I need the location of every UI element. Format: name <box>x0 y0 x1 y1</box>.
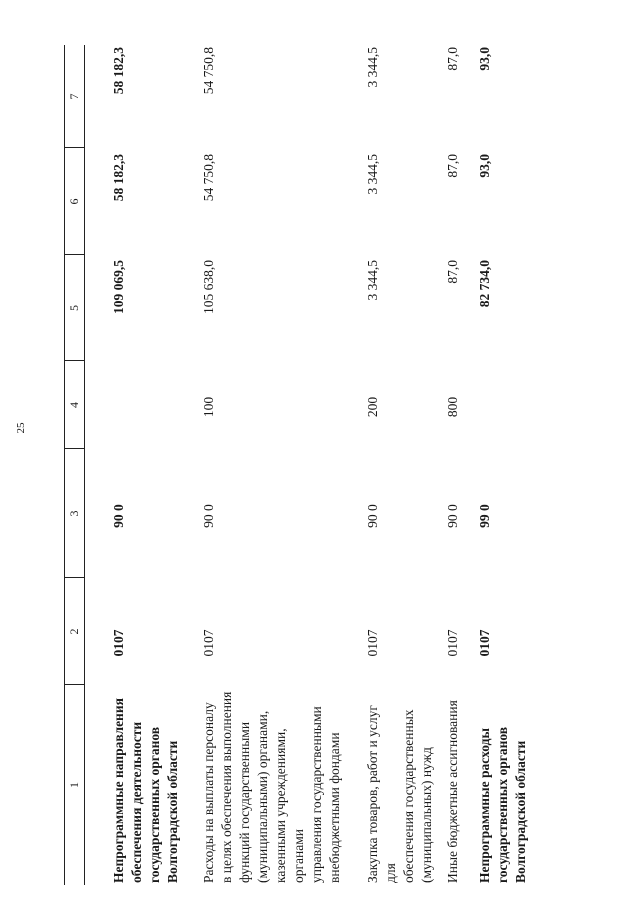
col-header-5: 5 <box>67 305 81 311</box>
col-header-2: 2 <box>67 628 81 635</box>
row-col7: 93,0 <box>477 47 492 71</box>
row-col6: 58 182,3 <box>111 154 126 202</box>
row-name: Закупка товаров, работ и услуг для обеспечения государственных (муниципальных) нужд <box>365 705 434 883</box>
row-col6: 54 750,8 <box>201 154 216 202</box>
col-header-3: 3 <box>67 510 81 517</box>
row-csr: 90 0 <box>201 504 216 528</box>
col-header-4: 4 <box>67 402 81 408</box>
row-col7: 58 182,3 <box>111 47 126 95</box>
row-name: Иные бюджетные ассигнования <box>445 700 460 883</box>
row-col7: 3 344,5 <box>365 47 380 88</box>
row-name: Расходы на выплаты персоналу в целях обеспечения выполнения функций государственными (муниципальными) органами, казенными учреждениями, органами управления государственными внебюджетными фондами <box>201 691 342 883</box>
row-rz: 0107 <box>365 629 380 657</box>
row-csr: 99 0 <box>477 504 492 528</box>
row-csr: 90 0 <box>365 504 380 528</box>
col-header-6: 6 <box>67 198 81 205</box>
header-bottom-border <box>84 45 85 885</box>
row-col5: 3 344,5 <box>365 260 380 301</box>
row-vr: 100 <box>201 396 216 418</box>
col-header-1: 1 <box>67 782 81 788</box>
row-name: Непрограммные направления обеспечения деятельности государственных органов Волгоградской области <box>111 698 180 883</box>
page-number: 25 <box>15 422 27 434</box>
row-col6: 87,0 <box>445 154 460 178</box>
row-rz: 0107 <box>111 629 126 657</box>
row-name: Непрограммные расходы государственных органов Волгоградской области <box>477 726 528 883</box>
row-vr: 200 <box>365 396 380 418</box>
col-header-7: 7 <box>67 93 81 100</box>
row-col5: 87,0 <box>445 260 460 284</box>
budget-table <box>64 45 624 885</box>
row-col5: 105 638,0 <box>201 260 216 314</box>
row-rz: 0107 <box>477 629 492 657</box>
row-vr: 800 <box>445 396 460 418</box>
row-col5: 82 734,0 <box>477 260 492 308</box>
row-col5: 109 069,5 <box>111 260 126 314</box>
row-rz: 0107 <box>201 629 216 657</box>
row-csr: 90 0 <box>111 504 126 528</box>
row-rz: 0107 <box>445 629 460 657</box>
row-col6: 93,0 <box>477 154 492 178</box>
row-col7: 87,0 <box>445 47 460 71</box>
row-col6: 3 344,5 <box>365 154 380 195</box>
row-col7: 54 750,8 <box>201 47 216 95</box>
row-csr: 90 0 <box>445 504 460 528</box>
